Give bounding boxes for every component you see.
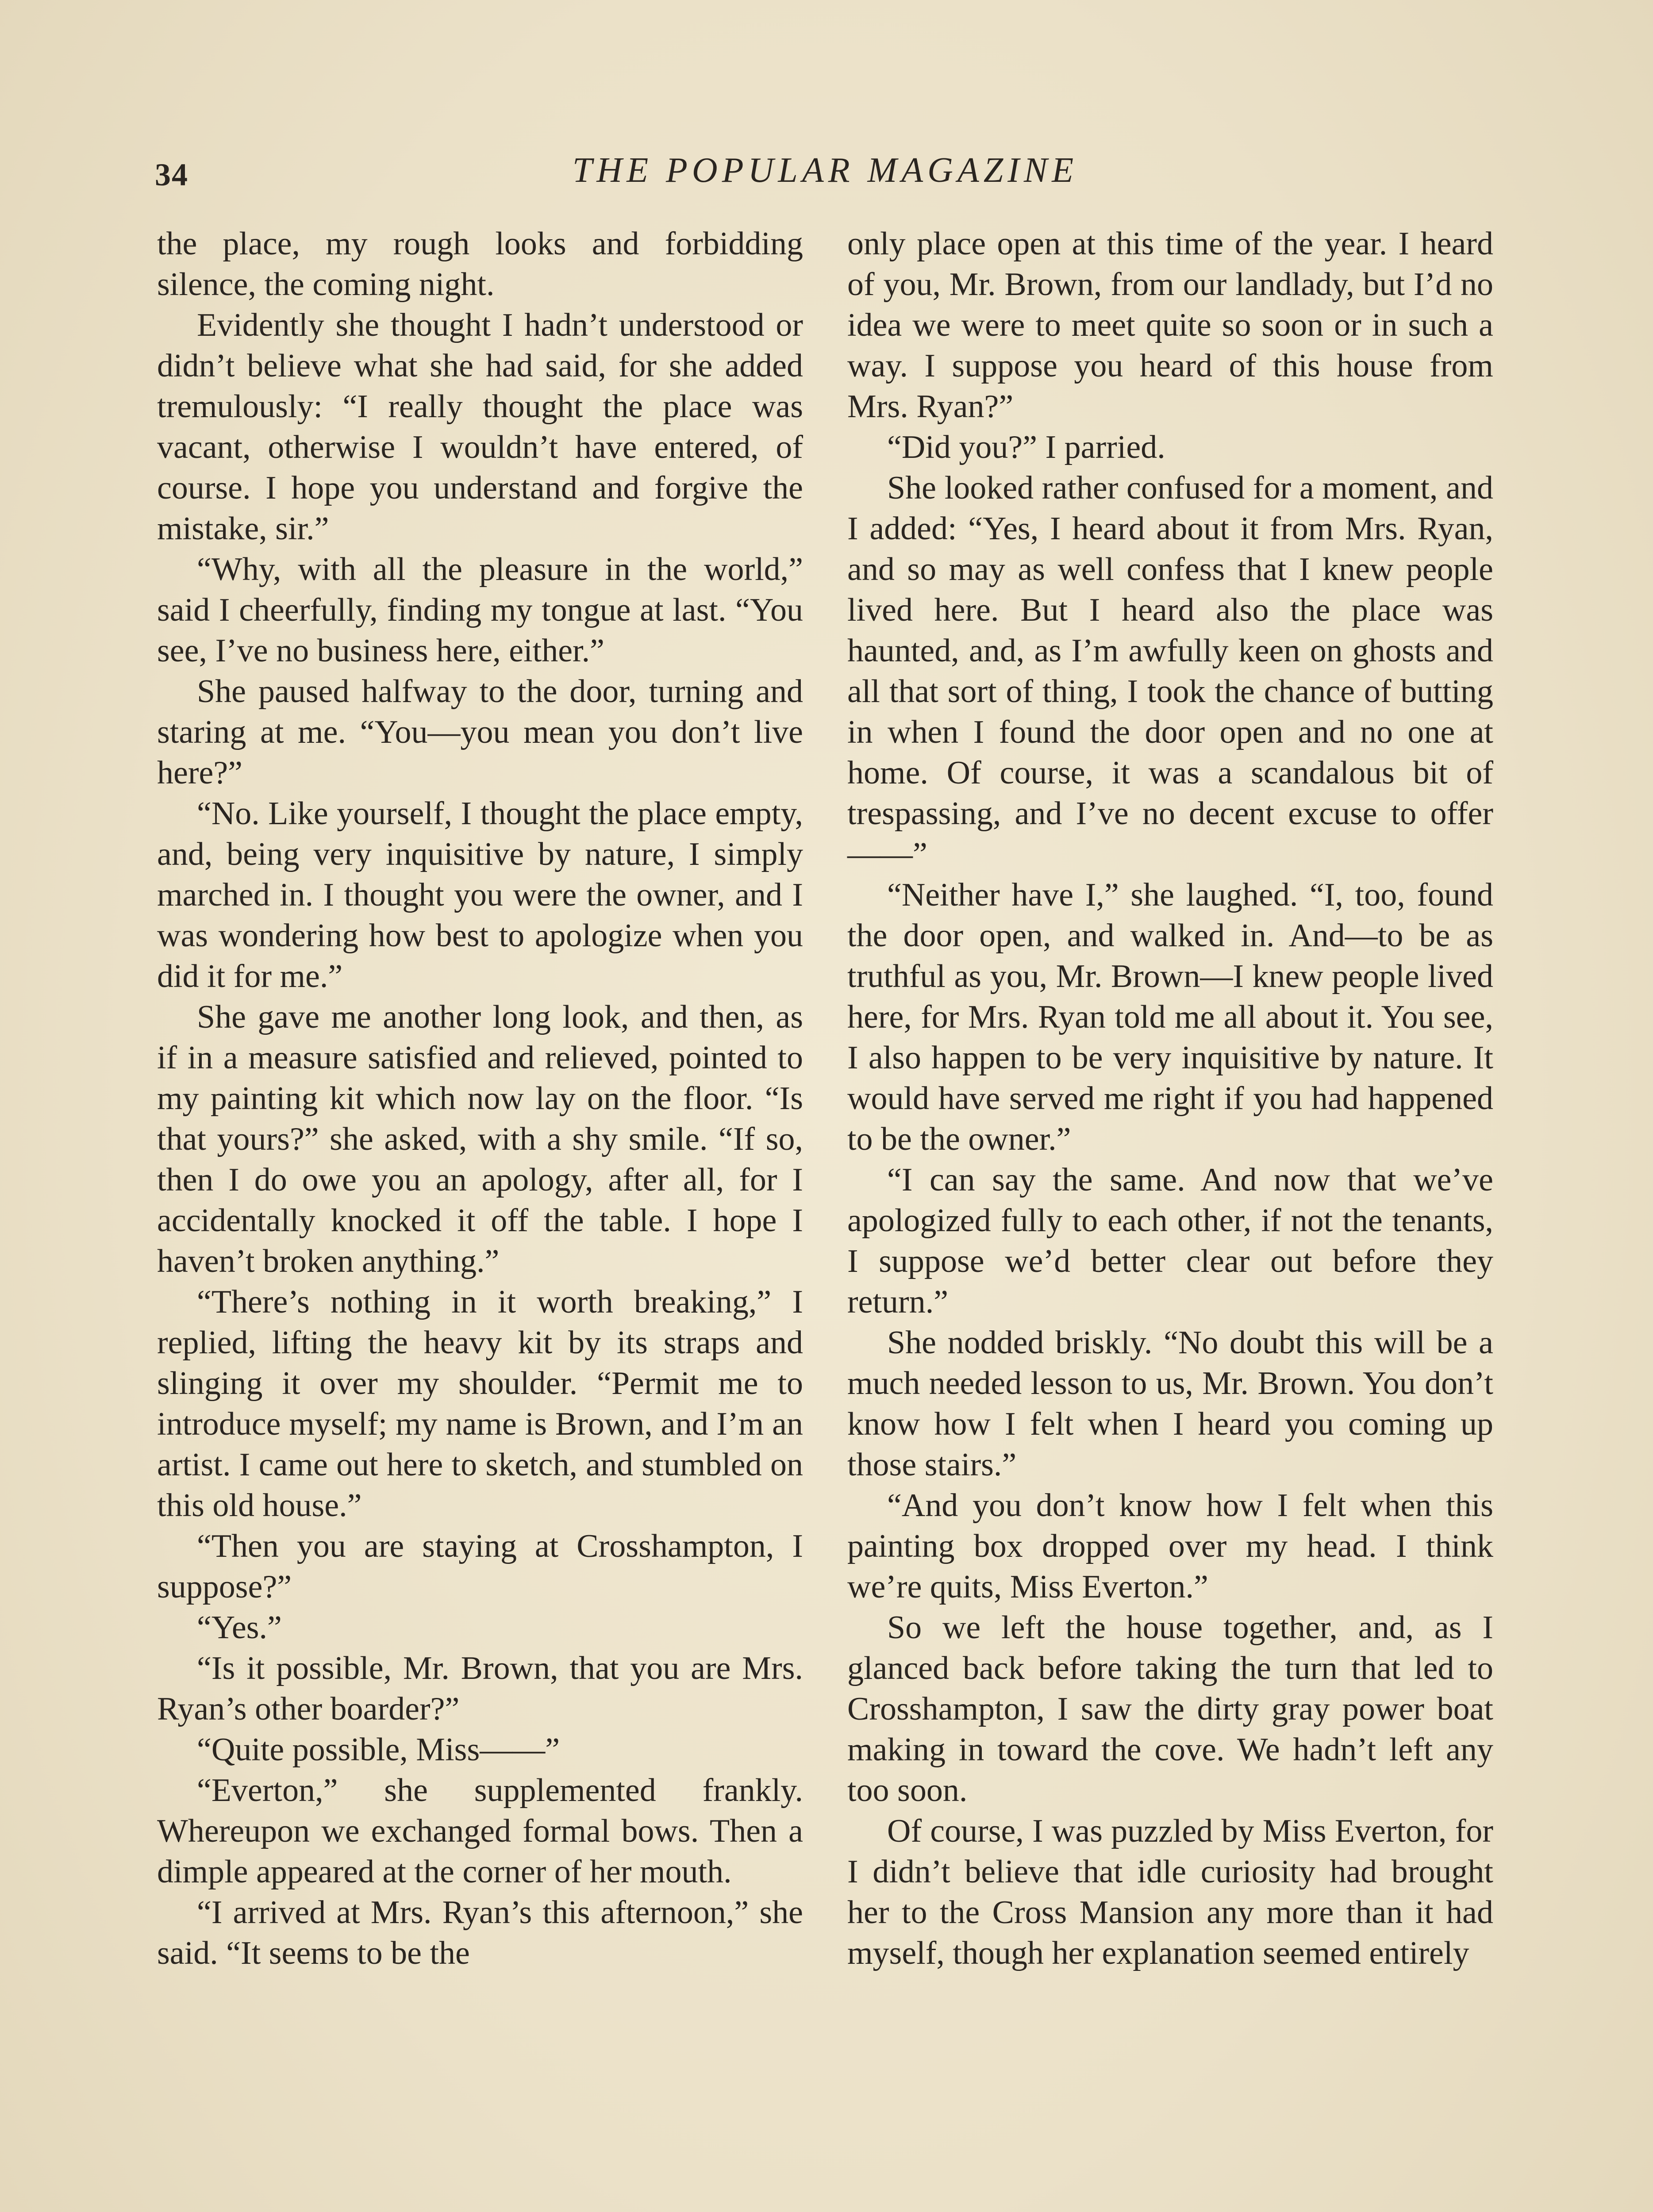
page-header xyxy=(155,150,1495,199)
paragraph: “There’s nothing in it worth breaking,” I replied, lifting the heavy kit by its straps and slinging it over my shoulder. “Permit me to introduce myself; my name is Brown, and I’m an artist. I came out here to sketch, and stumbled on this old house.” xyxy=(157,1284,803,1524)
running-head: THE POPULAR MAGAZINE xyxy=(572,151,1078,190)
paragraph: only place open at this time of the year. I heard of you, Mr. Brown, from our landlady, but I’d no idea we were to meet quite so soon or in such a way. I suppose you heard of this house from Mrs. Ryan?” xyxy=(847,226,1493,425)
paragraph: “Everton,” she supplemented frankly. Whereupon we exchanged formal bows. Then a dimple appeared at the corner of her mouth. xyxy=(157,1772,803,1890)
paragraph: “Neither have I,” she laughed. “I, too, found the door open, and walked in. And—to be as truthful as you, Mr. Brown—I knew people lived here, for Mrs. Ryan told me all about it. You see, I also happen to be very inquisitive by nature. It would have served me right if you had happened to be the owner.” xyxy=(847,877,1493,1157)
paragraph: “And you don’t know how I felt when this painting box dropped over my head. I think we’re quits, Miss Everton.” xyxy=(847,1487,1493,1605)
left-column xyxy=(157,223,803,1974)
paragraph: She looked rather confused for a moment, and I added: “Yes, I heard about it from Mrs. Ryan, and so may as well confess that I knew people lived here. But I heard also the place was haunted, and, as I’m awfully keen on ghosts and all that sort of thing, I took the chance of butting in when I found the door open and no one at home. Of course, it was a scandalous bit of trespassing, and I’ve no decent excuse to offer——” xyxy=(847,470,1493,872)
paragraph: “I can say the same. And now that we’ve apologized fully to each other, if not the tenants, I suppose we’d better clear out before they return.” xyxy=(847,1162,1493,1320)
right-column xyxy=(847,223,1493,1974)
paragraph: “Quite possible, Miss——” xyxy=(197,1732,560,1768)
paragraph: “I arrived at Mrs. Ryan’s this afternoon,” she said. “It seems to be the xyxy=(157,1894,803,1971)
paragraph: So we left the house together, and, as I glanced back before taking the turn that led to Crosshampton, I saw the dirty gray power boat making in toward the cove. We hadn’t left any too soon. xyxy=(847,1609,1493,1809)
paragraph: “Is it possible, Mr. Brown, that you are Mrs. Ryan’s other boarder?” xyxy=(157,1650,803,1727)
paragraph: She gave me another long look, and then, as if in a measure satisfied and relieved, pointed to my painting kit which now lay on the floor. “Is that yours?” she asked, with a shy smile. “If so, then I do owe you an apology, after all, for I accidentally knocked it off the table. I hope I haven’t broken anything.” xyxy=(157,999,803,1279)
paragraph: Of course, I was puzzled by Miss Everton, for I didn’t believe that idle curiosity had brought her to the Cross Mansion any more than it had myself, though her explanation seemed entirely xyxy=(847,1813,1493,1971)
paragraph: She nodded briskly. “No doubt this will be a much needed lesson to us, Mr. Brown. You don’t know how I felt when I heard you coming up those stairs.” xyxy=(847,1325,1493,1483)
paragraph: “Did you?” I parried. xyxy=(887,429,1165,465)
paragraph: She paused halfway to the door, turning and staring at me. “You—you mean you don’t live here?” xyxy=(157,673,803,791)
page-number: 34 xyxy=(155,157,188,192)
paragraph: the place, my rough looks and forbidding silence, the coming night. xyxy=(157,226,803,303)
paragraph: “Yes.” xyxy=(197,1609,282,1646)
paragraph: Evidently she thought I hadn’t understood or didn’t believe what she had said, for she added tremulously: “I really thought the place was vacant, otherwise I wouldn’t have entered, of course. I hope you understand and forgive the mistake, sir.” xyxy=(157,307,803,547)
paragraph: “No. Like yourself, I thought the place empty, and, being very inquisitive by nature, I simply marched in. I thought you were the owner, and I was wondering how best to apologize when you did it for me.” xyxy=(157,795,803,995)
paragraph: “Why, with all the pleasure in the world,” said I cheerfully, finding my tongue at last. “You see, I’ve no business here, either.” xyxy=(157,551,803,669)
paragraph: “Then you are staying at Crosshampton, I suppose?” xyxy=(157,1528,803,1605)
